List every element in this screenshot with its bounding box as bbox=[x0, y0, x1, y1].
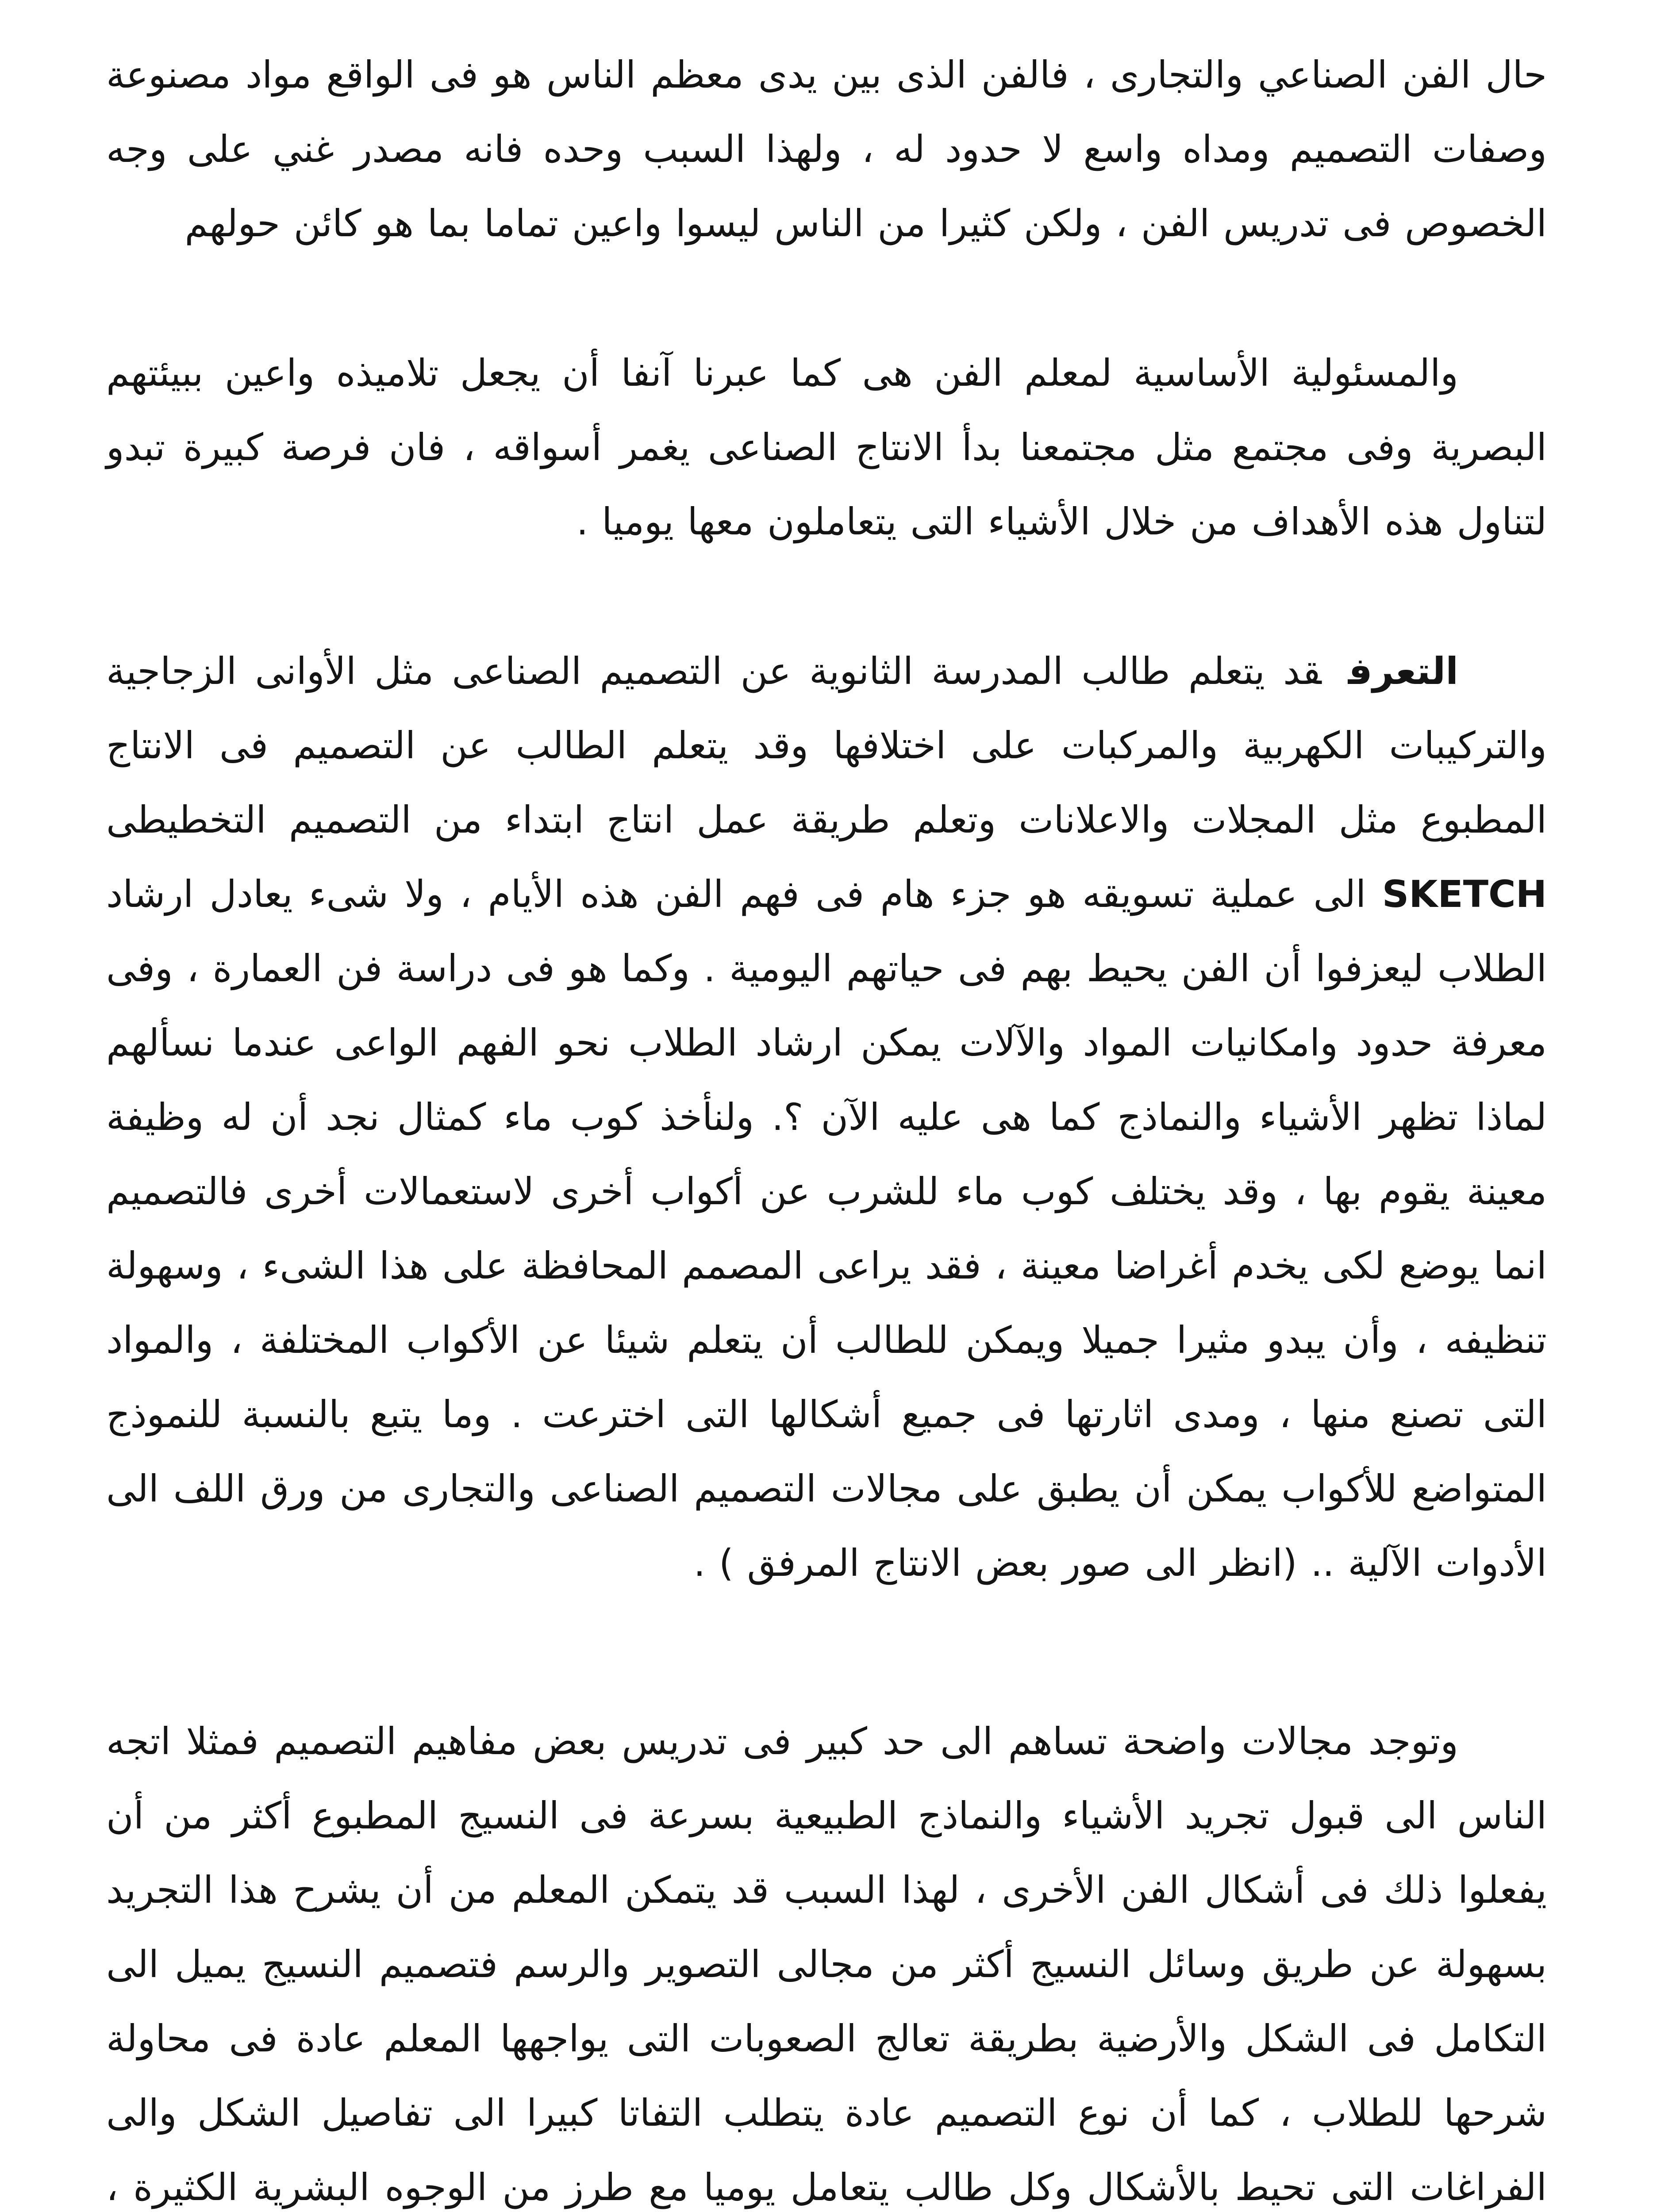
paragraph-3-text-before: قد يتعلم طالب المدرسة الثانوية عن التصميم الصناعى مثل الأوانى الزجاجية والتركيبات الكهربية والمركبات على اختلافها وقد يتعلم الطالب عن التصميم فى الانتاج المطبوع مثل المجلات والاعلانات وتعلم طريقة عمل انتاج ابتداء من التصميم التخطيطى bbox=[106, 649, 1547, 841]
paragraph-2: والمسئولية الأساسية لمعلم الفن هى كما عبرنا آنفا أن يجعل تلاميذه واعين ببيئتهم البصرية وفى مجتمع مثل مجتمعنا بدأ الانتاج الصناعى يغمر أسواقه ، فان فرصة كبيرة تبدو لتناول هذه الأهداف من خلال الأشياء التى يتعاملون معها يوميا . bbox=[106, 351, 1547, 543]
document-page bbox=[106, 38, 1547, 2212]
latin-term: SKETCH bbox=[1382, 872, 1547, 916]
section-term: التعرف bbox=[1348, 649, 1458, 693]
paragraph-3 bbox=[106, 634, 1547, 1600]
paragraph-4: وتوجد مجالات واضحة تساهم الى حد كبير فى تدريس بعض مفاهيم التصميم فمثلا اتجه الناس الى قبول تجريد الأشياء والنماذج الطبيعية بسرعة فى النسيج المطبوع أكثر من أن يفعلوا ذلك فى أشكال الفن الأخرى ، لهذا السبب قد يتمكن المعلم من أن يشرح هذا التجريد بسهولة عن طريق وسائل النسيج أكثر من مجالى التصوير والرسم فتصميم النسيج يميل الى التكامل فى الشكل والأرضية بطريقة تعالج الصعوبات التى يواجهها المعلم عادة فى محاولة شرحها للطلاب ، كما أن نوع التصميم عادة يتطلب التفاتا كبيرا الى تفاصيل الشكل والى الفراغات التى تحيط بالأشكال وكل طالب يتعامل يوميا مع طرز من الوجوه البشرية الكثيرة ، bbox=[106, 1720, 1547, 2209]
paragraph-1: حال الفن الصناعي والتجارى ، فالفن الذى بين يدى معظم الناس هو فى الواقع مواد مصنوعة وصفات التصميم ومداه واسع لا حدود له ، ولهذا السبب وحده فانه مصدر غني على وجه الخصوص فى تدريس الفن ، ولكن كثيرا من الناس ليسوا واعين تماما بما هو كائن حولهم bbox=[106, 53, 1547, 245]
paragraph-3-text-after: الى عملية تسويقه هو جزء هام فى فهم الفن هذه الأيام ، ولا شىء يعادل ارشاد الطلاب ليعزفوا أن الفن يحيط بهم فى حياتهم اليومية . وكما هو فى دراسة فن العمارة ، وفى معرفة حدود وامكانيات المواد والآلات يمكن ارشاد الطلاب نحو الفهم الواعى عندما نسألهم لماذا تظهر الأشياء والنماذج كما هى عليه الآن ؟. ولنأخذ كوب ماء كمثال نجد أن له وظيفة معينة يقوم بها ، وقد يختلف كوب ماء للشرب عن أكواب أخرى لاستعمالات أخرى فالتصميم انما يوضع لكى يخدم أغراضا معينة ، فقد يراعى المصمم المحافظة على هذا الشىء ، وسهولة تنظيفه ، وأن يبدو مثيرا جميلا ويمكن للطالب أن يتعلم شيئا عن الأكواب المختلفة ، والمواد التى تصنع منها ، ومدى اثارتها فى جميع أشكالها التى اخترعت . وما يتبع بالنسبة للنموذج المتواضع للأكواب يمكن أن يطبق على مجالات التصميم الصناعى والتجارى من ورق اللف الى الأدوات الآلية .. (انظر الى صور بعض الانتاج المرفق ) . bbox=[106, 872, 1547, 1585]
